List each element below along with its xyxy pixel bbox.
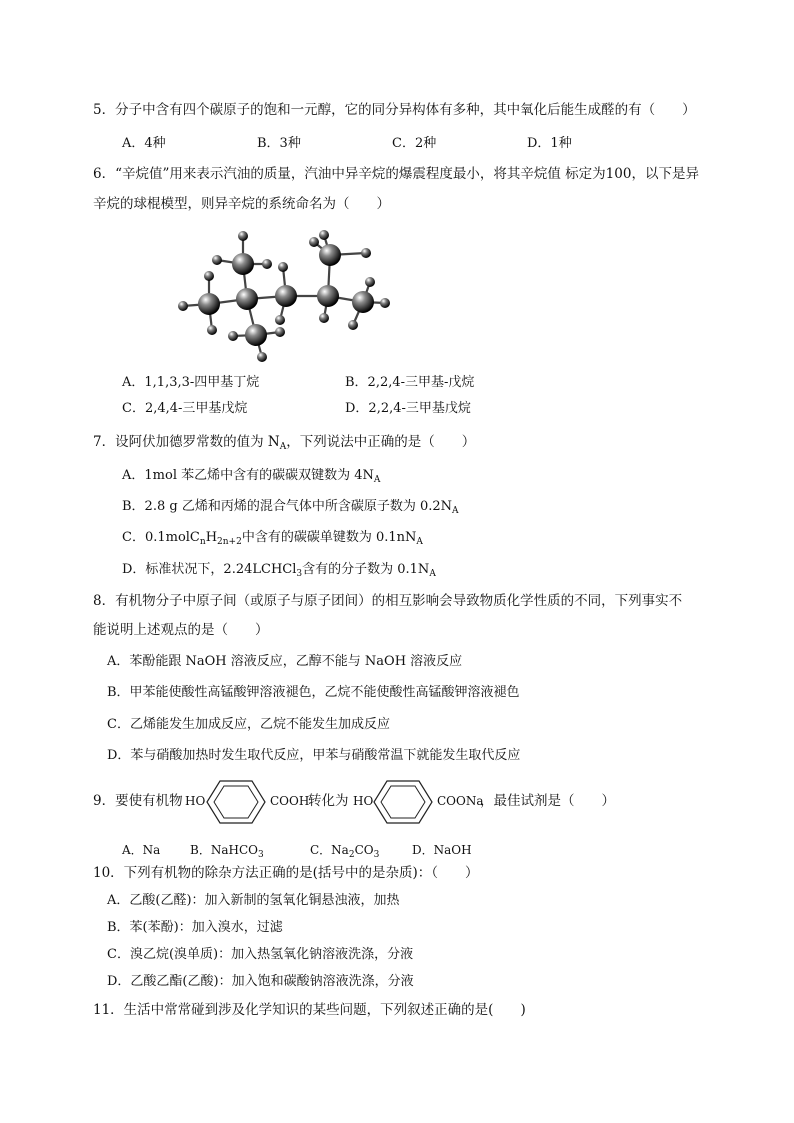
q7-option-a: A．1mol 苯乙烯中含有的碳碳双键数为 $4N_A$	[122, 468, 381, 485]
q6-option-d: D．2,2,4-三甲基戊烷	[345, 401, 471, 416]
q6-stem-line1: 6．“辛烷值”用来表示汽油的质量，汽油中异辛烷的爆震程度最小，将其辛烷值 标定为100，以下是异	[93, 166, 699, 182]
q7-option-b: B．2.8 g 乙烯和丙烯的混合气体中所含碳原子数为 $0.2N_A$	[122, 499, 459, 516]
q10-option-d: D．乙酸乙酯(乙酸)：加入饱和碳酸钠溶液洗涤，分液	[107, 974, 414, 989]
q6-stem-line2: 辛烷的球棍模型，则异辛烷的系统命名为（ ）	[93, 196, 390, 212]
q7-stem: 7．设阿伏加德罗常数的值为 $N_A$，下列说法中正确的是（ ）	[93, 434, 476, 452]
q10-option-a: A．乙酸(乙醛)：加入新制的氢氧化铜悬浊液，加热	[107, 893, 400, 908]
q7-option-d: D．标准状况下，2.24LCHCl$_3$含有的分子数为 $0.1N_A$	[122, 562, 436, 579]
q8-option-c: C．乙烯能发生加成反应，乙烷不能发生加成反应	[107, 717, 390, 732]
q9-coona: COONa	[437, 794, 484, 808]
q9-ho-1: HO	[185, 794, 206, 808]
q5-option-d: D．1种	[527, 136, 572, 151]
q6-option-c: C．2,4,4-三甲基戊烷	[122, 401, 248, 416]
q9-cooh: COOH	[270, 794, 310, 808]
q10-option-c: C．溴乙烷(溴单质)：加入热氢氧化钠溶液洗涤，分液	[107, 947, 414, 962]
q11-stem: 11．生活中常常碰到涉及化学知识的某些问题，下列叙述正确的是( )	[93, 1002, 526, 1018]
q5-option-c: C．2种	[392, 136, 437, 151]
q9-pre: 9．要使有机物	[93, 793, 183, 809]
q8-stem-line2: 能说明上述观点的是（ ）	[93, 622, 269, 638]
q8-option-d: D．苯与硝酸加热时发生取代反应，甲苯与硝酸常温下就能发生取代反应	[107, 748, 521, 763]
q6-option-a: A．1,1,3,3-四甲基丁烷	[122, 375, 260, 390]
isooctane-ball-stick-model	[170, 222, 400, 367]
q10-option-b: B．苯(苯酚)：加入溴水，过滤	[107, 920, 283, 935]
q8-option-b: B．甲苯能使酸性高锰酸钾溶液褪色，乙烷不能使酸性高锰酸钾溶液褪色	[107, 685, 520, 700]
benzene-ring-1	[205, 778, 267, 826]
q9-option-c: C．$Na_2CO_3$	[310, 843, 380, 860]
q8-stem-line1: 8．有机物分子中原子间（或原子与原子团间）的相互影响会导致物质化学性质的不同，下列事实不	[93, 593, 683, 609]
q7-option-c: C．$0.1molC_nH_{2n+2}$中含有的碳碳单键数为 $0.1nN_A$	[122, 530, 423, 547]
q9-option-b: B．NaHCO$_3$	[190, 843, 264, 860]
q9-ho-2: HO	[353, 794, 374, 808]
q9-option-a: A．Na	[122, 843, 161, 857]
benzene-ring-2	[372, 778, 434, 826]
q5-options	[122, 132, 572, 151]
q8-option-a: A．苯酚能跟 NaOH 溶液反应，乙醇不能与 NaOH 溶液反应	[107, 654, 463, 669]
q5-option-a: A．4种	[122, 136, 166, 151]
q10-stem: 10．下列有机物的除杂方法正确的是(括号中的是杂质)：（ ）	[93, 865, 479, 881]
q9-mid: 转化为	[308, 793, 349, 809]
q9-post: ，最佳试剂是（ ）	[480, 793, 615, 809]
q6-option-b: B．2,2,4-三甲基-戊烷	[345, 375, 475, 390]
q5-option-b: B．3种	[257, 136, 301, 151]
q9-option-d: D．NaOH	[412, 843, 472, 857]
q5-stem: 5．分子中含有四个碳原子的饱和一元醇，它的同分异构体有多种，其中氧化后能生成醛的有（ ）	[93, 102, 696, 118]
